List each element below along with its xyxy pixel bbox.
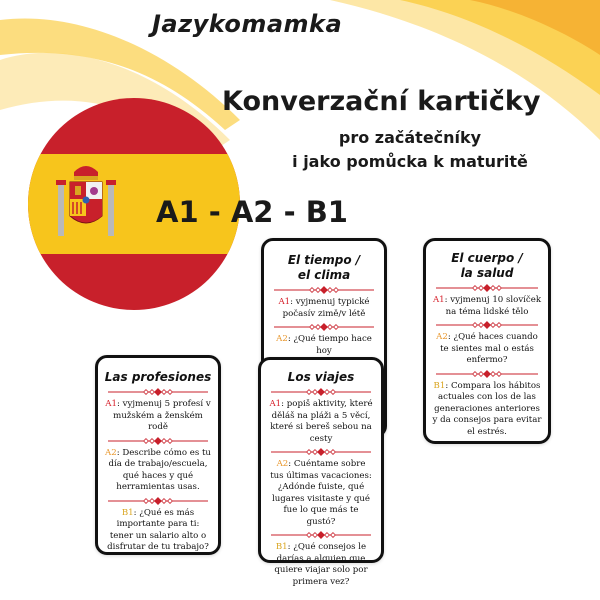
card-el-cuerpo <box>423 238 551 444</box>
ornament-divider-icon <box>434 370 540 378</box>
level-b1: B1 <box>121 507 134 518</box>
question-a1: : vyjmenuj 5 profesí v mužském a ženském rodě <box>113 399 211 432</box>
card-title-line-1: Las profesiones <box>104 370 212 384</box>
level-a2: A2 <box>105 447 117 458</box>
card-los-viajes <box>258 357 384 587</box>
level-a1: A1 <box>432 295 445 305</box>
brand-logo-text: Jazykomamka <box>152 10 343 38</box>
ornament-divider-icon <box>434 321 540 329</box>
level-a2: A2 <box>276 334 288 344</box>
card-title-line-2: la salud <box>460 266 514 280</box>
level-a1: A1 <box>105 399 117 409</box>
question-a1: : vyjmenuj 10 slovíček na téma lidské tělo <box>444 295 542 317</box>
ornament-divider-icon <box>272 286 376 294</box>
card-title-line-2: el clima <box>297 268 351 282</box>
level-a2: A2 <box>436 332 448 342</box>
ornament-divider-icon <box>269 388 373 396</box>
level-b1: B1 <box>275 542 288 552</box>
question-a2: : Cuéntame sobre tus últimas vacaciones: ¿Adónde fuiste, qué lugares visitaste y qué fue lo que más te gustó? <box>270 459 372 527</box>
ornament-divider-icon <box>106 388 210 396</box>
question-a2: : Describe cómo es tu día de trabajo/escuela, qué haces y qué herramientas usas. <box>108 447 211 492</box>
card-title-line-1: El tiempo / <box>287 253 361 267</box>
question-a1: : vyjmenuj typické počasív zimě/v létě <box>282 297 370 319</box>
ornament-divider-icon <box>106 497 210 505</box>
question-a2: : ¿Qué tiempo hace hoy <box>287 334 372 356</box>
levels-text: A1 - A2 - B1 <box>156 195 348 229</box>
level-a1: A1 <box>278 297 291 307</box>
ornament-divider-icon <box>272 323 376 331</box>
ornament-divider-icon <box>269 448 373 456</box>
card-title-line-1: El cuerpo / <box>451 251 523 265</box>
question-a2: : ¿Qué haces cuando te sientes mal o estás enfermo? <box>440 332 538 365</box>
question-b1: : ¿Qué es más importante para ti: tener un salario alto o disfrutar de tu trabajo? <box>107 507 209 552</box>
ornament-divider-icon <box>269 531 373 539</box>
ornament-divider-icon <box>434 284 540 292</box>
subtitle-line-2: i jako pomůcka k maturitě <box>292 152 528 171</box>
level-b1: B1 <box>433 380 446 391</box>
ornament-divider-icon <box>106 437 210 445</box>
subtitle-line-1: pro začátečníky <box>338 128 482 147</box>
page-title: Konverzační kartičky <box>222 86 541 117</box>
level-a2: A2 <box>276 459 289 469</box>
question-a1: : popiš aktivity, které děláš na pláži a 5 věcí, které si bereš sebou na cesty <box>270 399 373 444</box>
card-las-profesiones <box>95 355 221 555</box>
card-title-line-1: Los viajes <box>287 370 355 384</box>
question-b1: : ¿Qué consejos le darías a alguien que quiere viajar solo por primera vez? <box>274 542 368 587</box>
question-b1: : Compara los hábitos actuales con los de las generaciones anteriores y da consejos para evitar el estrés. <box>432 380 542 437</box>
level-a1: A1 <box>269 399 282 409</box>
